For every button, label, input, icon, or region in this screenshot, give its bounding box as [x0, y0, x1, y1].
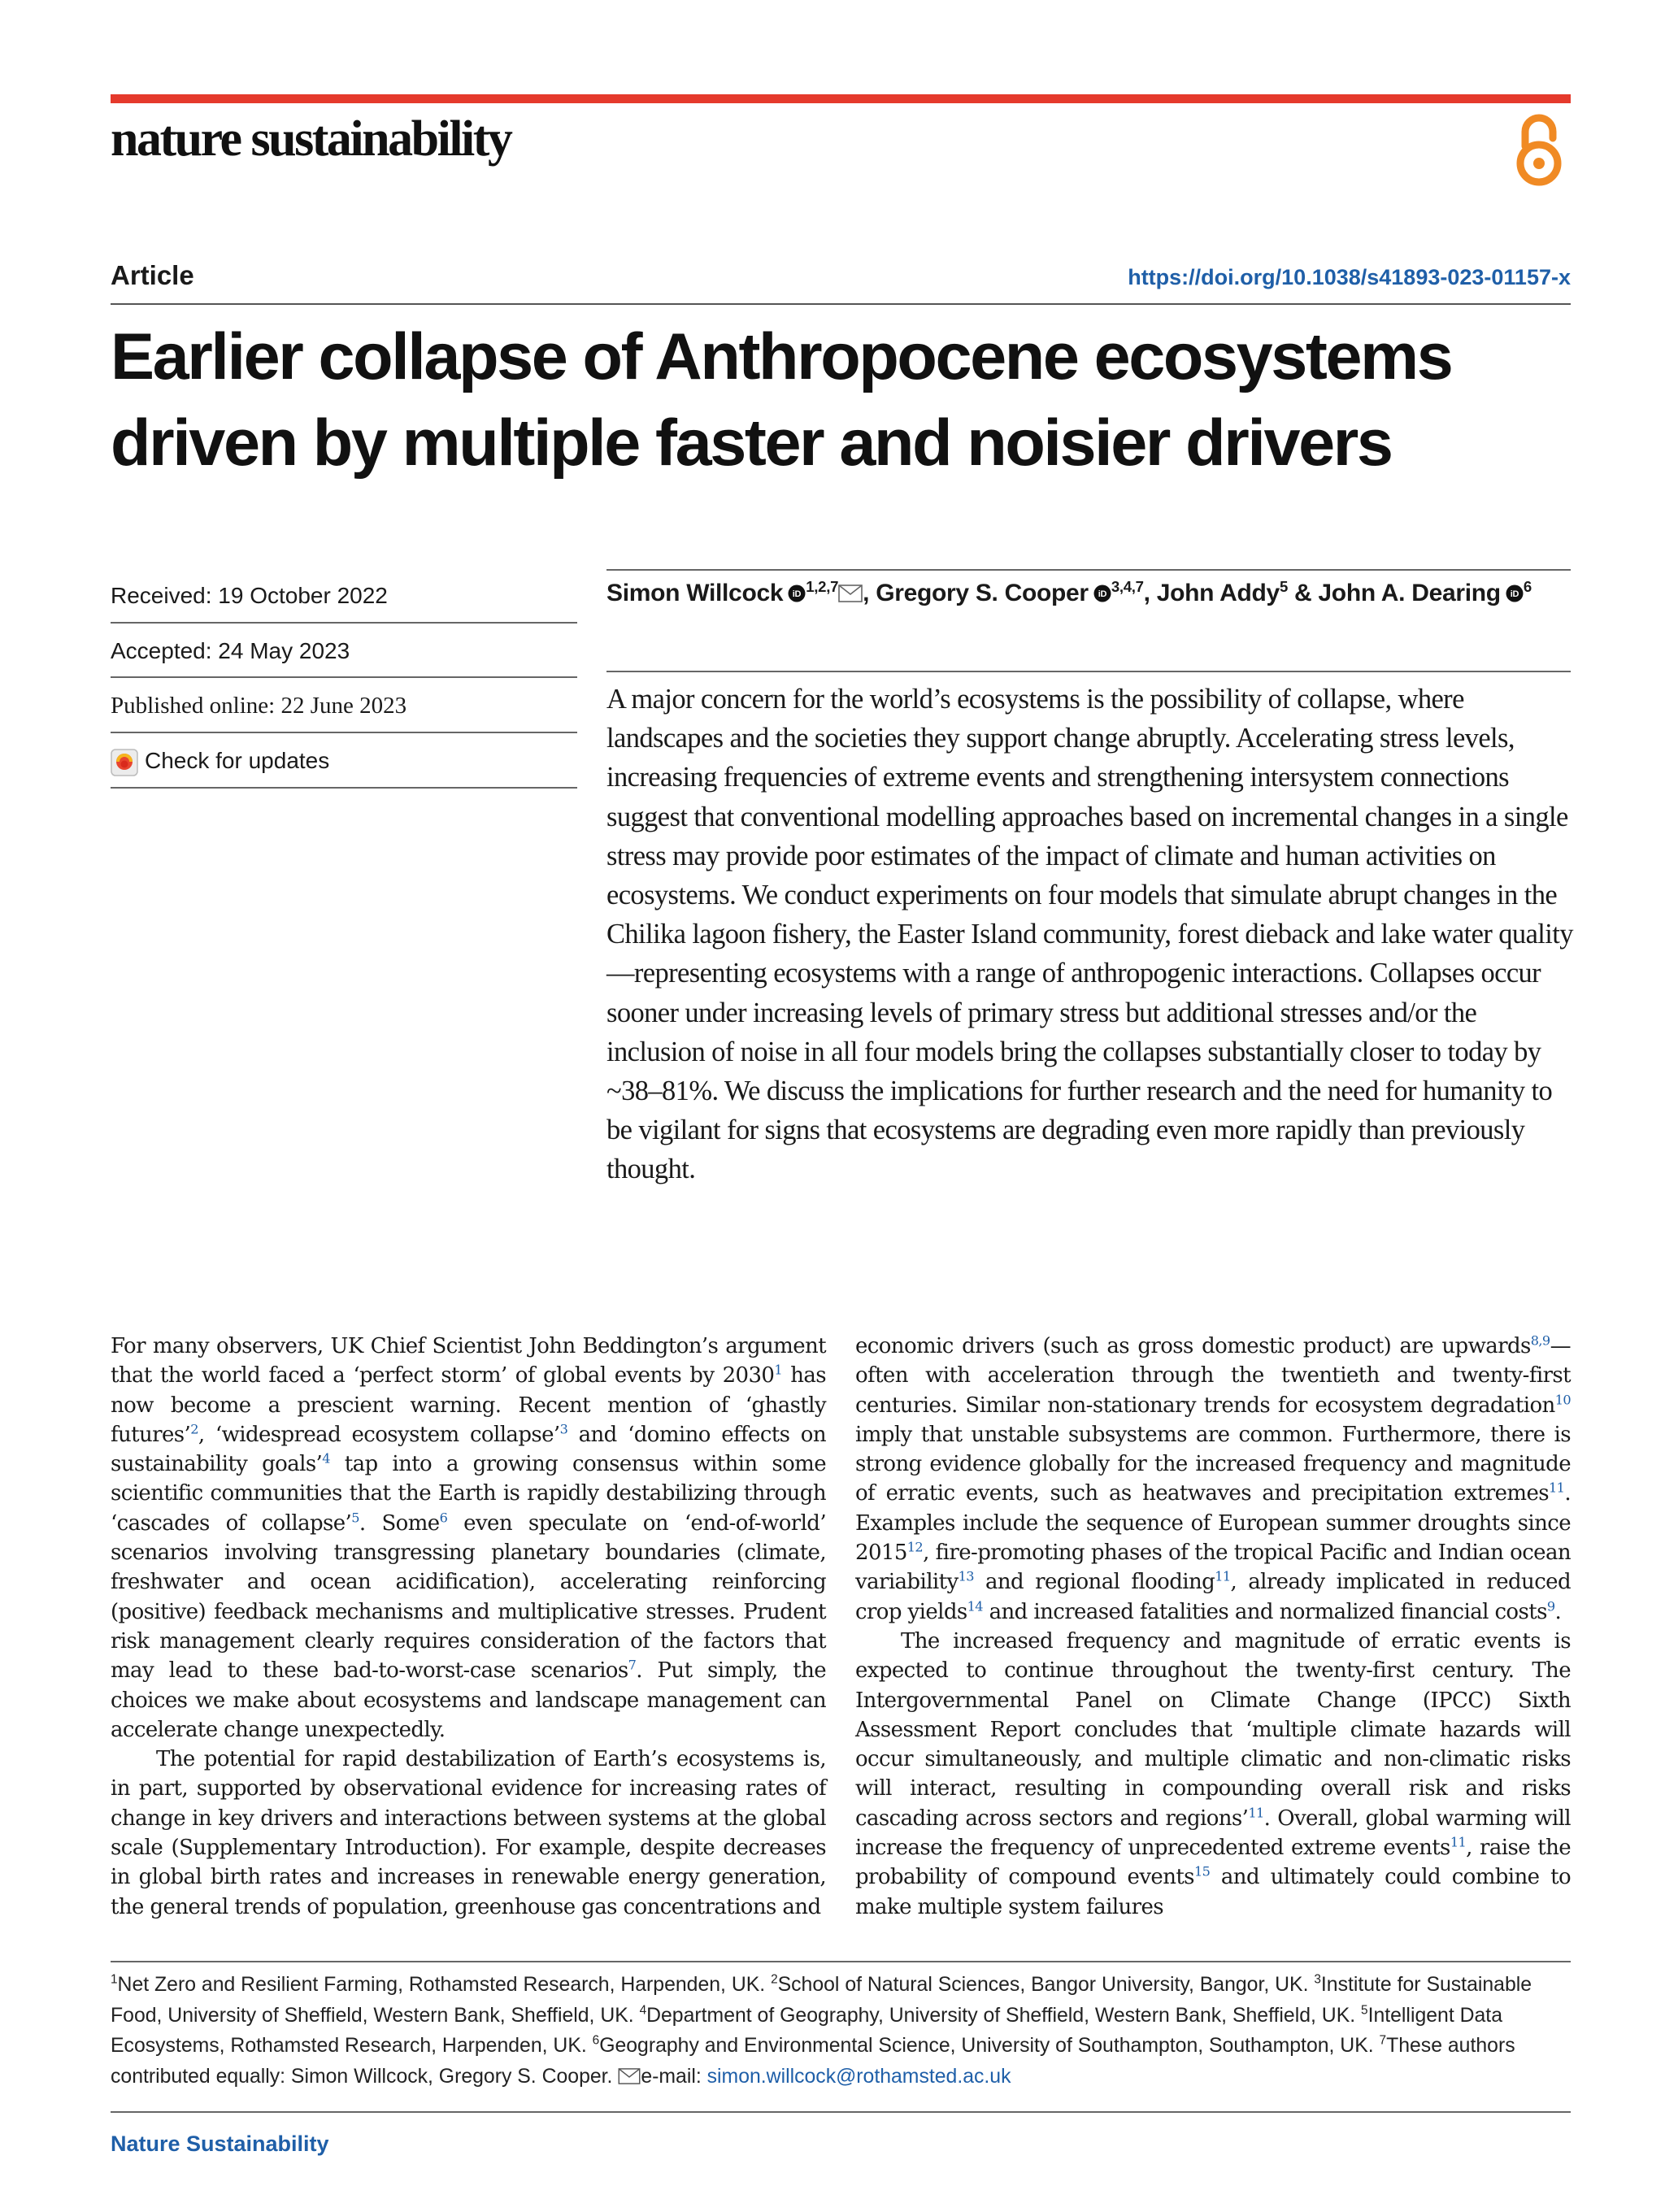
svg-text:iD: iD: [1510, 589, 1519, 599]
citation-ref: [440, 1510, 448, 1525]
email-icon[interactable]: [838, 585, 863, 602]
citation-number[interactable]: 9: [1546, 1598, 1555, 1614]
citation-number[interactable]: 10: [1554, 1391, 1571, 1407]
citation-number[interactable]: 8,9: [1530, 1332, 1550, 1349]
citation-number[interactable]: 11: [1549, 1480, 1565, 1496]
body-paragraph: For many observers, UK Chief Scientist John Beddington’s argument that the world faced a ‘perfect storm’ of global events by 2030$^1$ has now become a prescient warning. Recent mention of ‘ghastly futures’$^2$, ‘widespread ecosystem collapse’$^3$ and ‘domino effects on sustainability goals’$^4$ tap into a growing consensus within some scientific communities that the Earth is rapidly destabilizing through ‘cascades of collapse’$^5$. Some$^6$ even speculate on ‘end-of-world’ scenarios involving transgressing planetary boundaries (climate, freshwater and ocean acidification), accelerating reinforcing (positive) feedback mechanisms and multiplicative stresses. Prudent risk management clearly requires consideration of the factors that may lead to these bad-to-worst-case scenarios$^7$. Put simply, the choices we make about ecosystems and landscape management can accelerate change unexpectedly.: [111, 1334, 826, 1742]
abstract-rule: [606, 671, 1571, 672]
affiliation-number: 5: [1361, 2003, 1368, 2018]
accepted-date: Accepted: 24 May 2023: [111, 638, 350, 663]
citation-ref: [1555, 1392, 1571, 1407]
affiliation-text: Department of Geography, University of Sheffield, Western Bank, Sheffield, UK.: [646, 2004, 1362, 2027]
citation-number[interactable]: 3: [559, 1421, 568, 1437]
author-name: Simon Willcock: [606, 580, 784, 606]
affiliation-text: School of Natural Sciences, Bangor University, Bangor, UK.: [777, 1974, 1315, 1996]
citation-ref: [907, 1539, 923, 1554]
affiliation-text: These authors contributed equally: Simon Willcock, Gregory S. Cooper.: [111, 2035, 1515, 2088]
email-icon: [618, 2068, 641, 2084]
orcid-icon[interactable]: [1093, 585, 1111, 602]
citation-ref: [560, 1421, 568, 1436]
citation-ref: [1549, 1480, 1564, 1496]
svg-text:iD: iD: [1098, 589, 1107, 599]
affiliation-number: 3: [1314, 1972, 1321, 1987]
author-name: John Addy: [1156, 580, 1280, 606]
citation-number[interactable]: 15: [1193, 1863, 1211, 1880]
affiliation-number: 4: [639, 2003, 647, 2018]
citation-number[interactable]: 6: [439, 1510, 448, 1526]
citation-number[interactable]: 5: [351, 1510, 359, 1526]
authors-rule: [606, 569, 1571, 571]
article-type: Article: [111, 260, 194, 290]
email-label: e-mail:: [641, 2065, 707, 2088]
received-date: Received: 19 October 2022: [111, 583, 388, 608]
article-title: Earlier collapse of Anthropocene ecosystems driven by multiple faster and noisier drivers: [111, 320, 1452, 480]
svg-text:iD: iD: [793, 589, 802, 599]
author-list: Simon Willcock iD $^{1,2,7}$ , Gregory S. Cooper iD $^{3,4,7}$, John Addy$^5$ & John A. Dearing iD $^6$: [606, 578, 1532, 606]
citation-number[interactable]: 12: [906, 1539, 924, 1555]
citation-number[interactable]: 1: [774, 1362, 783, 1378]
footer-journal-name: Nature Sustainability: [111, 2132, 329, 2156]
affiliation-number: 6: [592, 2033, 600, 2048]
author-affiliation-numbers: 6: [1523, 578, 1532, 595]
journal-name: nature sustainability: [111, 111, 511, 167]
author-name: Gregory S. Cooper: [876, 580, 1089, 606]
citation-ref: [1531, 1332, 1550, 1348]
abstract: A major concern for the world’s ecosystems is the possibility of collapse, where landscapes and the societies they support change abruptly. Accelerating stress levels, increasing frequencies of extreme events and strengthening intersystem connections suggest that conventional modelling approaches based on incremental changes in a single stress may provide poor estimates of the impact of climate and human activities on ecosystems. We conduct experiments on four models that simulate abrupt changes in the Chilika lagoon fishery, the Easter Island community, forest dieback and lake water quality—representing ecosystems with a range of anthropogenic interactions. Collapses occur sooner under increasing levels of primary stress but additional stresses and/or the inclusion of noise in all four models bring the collapses substantially closer to today by ~38–81%. We discuss the implications for further research and the need for humanity to be vigilant for signs that ecosystems are degrading even more rapidly than previously thought.: [606, 684, 1573, 1185]
journal-accent-bar: [111, 94, 1571, 103]
check-for-updates-icon: [111, 749, 138, 776]
citation-ref: [351, 1510, 359, 1525]
divider: [111, 787, 577, 789]
author-affiliation-numbers: 1,2,7: [806, 578, 839, 595]
citation-number[interactable]: 4: [322, 1450, 330, 1467]
footer-rule: [111, 2111, 1571, 2113]
affiliation-number: 2: [771, 1972, 778, 1987]
citation-ref: [774, 1362, 782, 1378]
citation-number[interactable]: 2: [190, 1421, 198, 1437]
affiliation-number: 1: [111, 1972, 118, 1987]
divider: [111, 622, 577, 624]
affiliations-rule: [111, 1961, 1571, 1962]
title-rule: [111, 303, 1571, 305]
affiliations: [111, 1970, 1574, 2092]
divider: [111, 676, 577, 678]
body-paragraph: economic drivers (such as gross domestic product) are upwards$^{8,9}$—often with acceleration through the twentieth and twenty-first centuries. Similar non-stationary trends for ecosystem degradation$^{10}$ imply that unstable subsystems are common. Furthermore, there is strong evidence globally for the increased frequency and magnitude of erratic events, such as heatwaves and precipitation extremes$^{11}$. Examples include the sequence of European summer droughts since 2015$^{12}$, fire-promoting phases of the tropical Pacific and Indian ocean variability$^{13}$ and regional flooding$^{11}$, already implicated in reduced crop yields$^{14}$ and increased fatalities and normalized financial costs$^9$.: [855, 1332, 1571, 1624]
body-column-left: [111, 1332, 826, 1922]
citation-ref: [959, 1569, 974, 1584]
citation-ref: [628, 1658, 637, 1673]
email-link[interactable]: simon.willcock@rothamsted.ac.uk: [706, 2065, 1011, 2088]
citation-ref: [1194, 1864, 1210, 1880]
affiliation-text: Intelligent Data Ecosystems, Rothamsted Research, Harpenden, UK.: [111, 2004, 1502, 2057]
orcid-icon[interactable]: [788, 585, 806, 602]
citation-number[interactable]: 13: [958, 1568, 974, 1584]
citation-ref: [1215, 1569, 1230, 1584]
body-paragraph: The potential for rapid destabilization of Earth’s ecosystems is, in part, supported by observational evidence for increasing rates of change in key drivers and interactions between systems at the global scale (Supplementary Introduction). For example, despite decreases in global birth rates and increases in renewable energy generation, the general trends of population, greenhouse gas concentrations and: [111, 1747, 826, 1919]
body-paragraph: The increased frequency and magnitude of erratic events is expected to continue throughout the twenty-first century. The Intergovernmental Panel on Climate Change (IPCC) Sixth Assessment Report concludes that ‘multiple climate hazards will occur simultaneously, and multiple climatic and non-climatic risks will interact, resulting in compounding overall risk and risks cascading across sectors and regions’$^{11}$. Overall, global warming will increase the frequency of unprecedented extreme events$^{11}$, raise the probability of compound events$^{15}$ and ultimately could combine to make multiple system failures: [855, 1628, 1572, 1919]
author-affiliation-numbers: 5: [1279, 578, 1288, 595]
orcid-icon[interactable]: [1506, 585, 1524, 602]
body-column-right: [855, 1332, 1571, 1922]
citation-number[interactable]: 11: [1248, 1805, 1264, 1821]
citation-number[interactable]: 7: [628, 1657, 637, 1673]
check-for-updates-label: Check for updates: [145, 748, 330, 773]
affiliation-number: 7: [1379, 2033, 1387, 2048]
doi-link[interactable]: https://doi.org/10.1038/s41893-023-01157-x: [1128, 265, 1571, 289]
check-for-updates-link[interactable]: [111, 748, 577, 776]
author-name: John A. Dearing: [1318, 580, 1501, 606]
open-access-icon[interactable]: [1512, 114, 1566, 187]
citation-number[interactable]: 11: [1215, 1568, 1231, 1584]
citation-ref: [190, 1421, 198, 1436]
affiliation-text: Geography and Environmental Science, University of Southampton, Southampton, UK.: [599, 2035, 1380, 2057]
published-date: Published online: 22 June 2023: [111, 693, 407, 719]
citation-number[interactable]: 11: [1450, 1834, 1467, 1850]
citation-number[interactable]: 14: [967, 1598, 983, 1614]
citation-ref: [967, 1598, 983, 1614]
affiliation-text: Net Zero and Resilient Farming, Rothamsted Research, Harpenden, UK.: [117, 1974, 772, 1996]
citation-ref: [1450, 1834, 1466, 1849]
divider: [111, 732, 577, 733]
affiliation-text: Institute for Sustainable Food, University of Sheffield, Western Bank, Sheffield, UK.: [111, 1974, 1532, 2027]
citation-ref: [1248, 1805, 1263, 1820]
author-affiliation-numbers: 3,4,7: [1111, 578, 1144, 595]
citation-ref: [322, 1451, 330, 1467]
citation-ref: [1547, 1598, 1555, 1614]
